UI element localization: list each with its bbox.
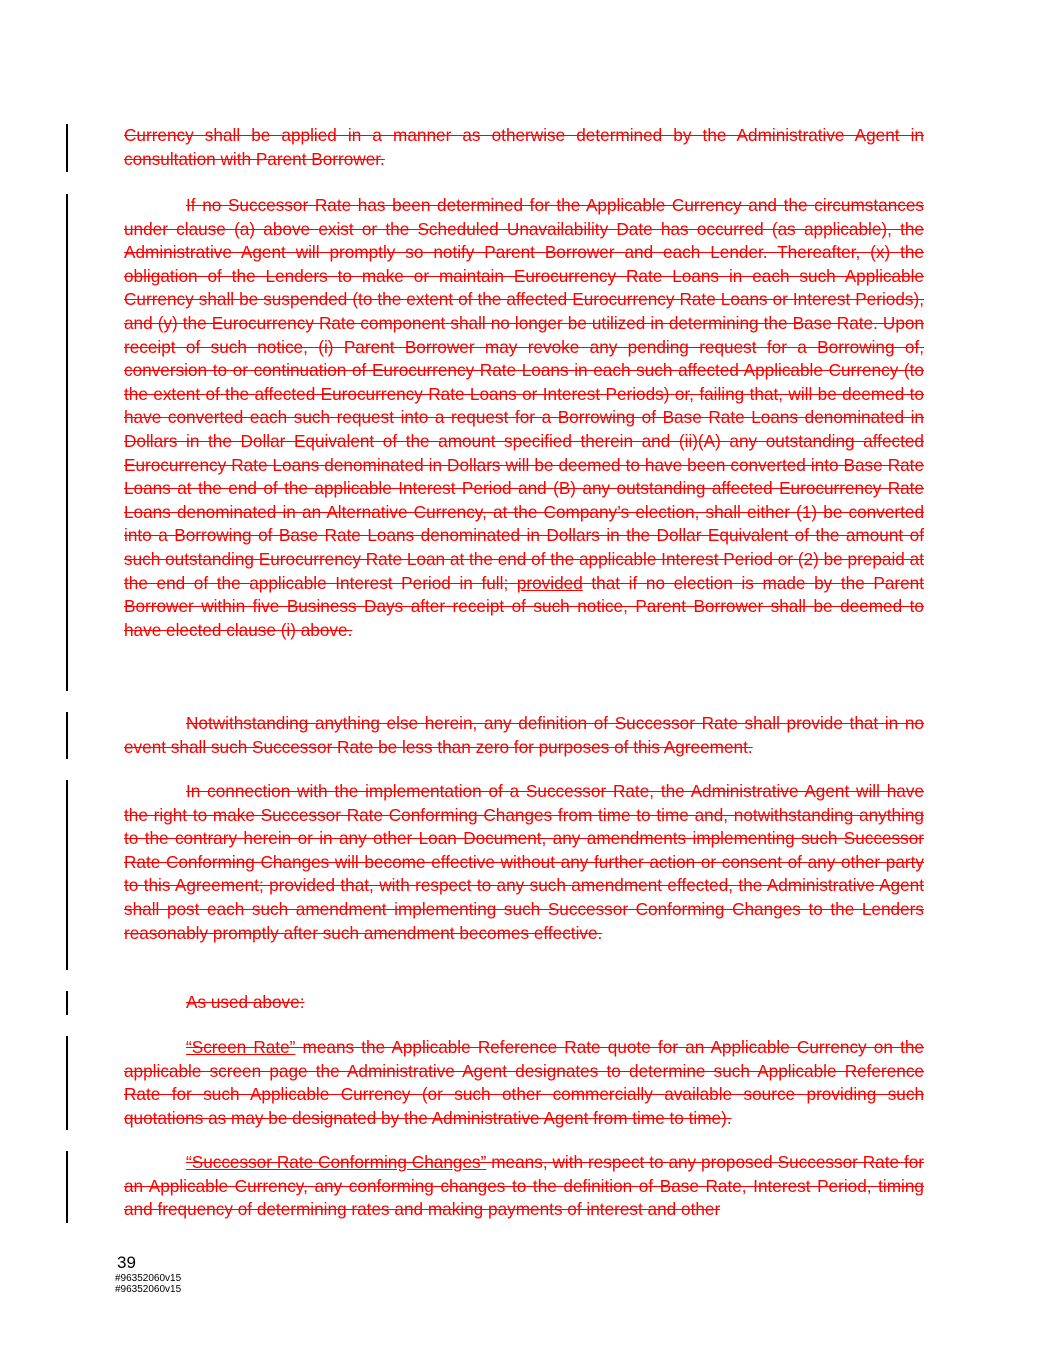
change-bar — [66, 1151, 68, 1223]
document-id: #96352060v15 — [115, 1284, 182, 1295]
paragraph-notwithstanding — [124, 712, 924, 759]
definition-successor-rate-conforming-changes — [124, 1151, 924, 1222]
paragraph-text: In connection with the implementation of a Successor Rate, the Administrative Agent will have the right to make Successor Rate Conforming Changes from time to time and, notwithstanding anything to the contrary herein or in any other Loan Document, any amendments implementing such Successor Rate Conforming Changes will become effective without any further action or consent of any other party to this Agreement; provided that, with respect to any such amendment effected, the Administrative Agent shall post each such amendment implementing such Successor Conforming Changes to the Lenders reasonably promptly after such amendment becomes effective. — [124, 781, 924, 943]
paragraph-text: As used above: — [186, 992, 305, 1012]
paragraph-text: Notwithstanding anything else herein, any definition of Successor Rate shall provide that in no event shall such Successor Rate be less than zero for purposes of this Agreement. — [124, 713, 924, 757]
paragraph-no-successor-rate — [124, 194, 924, 642]
page-number: 39 — [117, 1253, 136, 1272]
page-footer — [115, 1253, 181, 1295]
paragraph-as-used-above — [124, 991, 924, 1015]
provided-term: provided — [516, 572, 583, 593]
paragraph-text: If no Successor Rate has been determined for the Applicable Currency and the circumstances under clause (a) above exist or the Scheduled Unavailability Date has occurred (as applicable), the Administrative Agent will promptly so notify Parent Borrower and each Lender. Thereafter, (x) the obligation of the Lenders to make or maintain Eurocurrency Rate Loans in each such Applicable Currency shall be suspended (to the extent of the affected Eurocurrency Rate Loans or Interest Periods), and (y) the Eurocurrency Rate component shall no longer be utilized in determining the Base Rate. Upon receipt of such notice, (i) Parent Borrower may revoke any pending request for a Borrowing of, conversion to or continuation of Eurocurrency Rate Loans in each such affected Applicable Currency (to the extent of the affected Eurocurrency Rate Loans or Interest Periods) or, failing that, will be deemed to have converted each such request into a request for a Borrowing of Base Rate Loans denominated in Dollars in the Dollar Equivalent of the amount specified therein and (ii)(A) any outstanding affected Eurocurrency Rate Loans denominated in Dollars will be deemed to have been converted into Base Rate Loans at the end of the applicable Interest Period and (B) any outstanding affected Eurocurrency Rate Loans denominated in an Alternative Currency, at the Company’s election, shall either (1) be converted into a Borrowing of Base Rate Loans denominated in Dollars in the Dollar Equivalent of the amount of such outstanding Eurocurrency Rate Loan at the end of the applicable Interest Period or (2) be prepaid at the end of the applicable Interest Period in full; — [124, 195, 924, 593]
change-bar — [66, 1036, 68, 1130]
paragraph-text: Currency shall be applied in a manner as otherwise determined by the Administrative Agent in consultation with Parent Borrower. — [124, 125, 924, 169]
paragraph-text: that if no election is made by the Parent Borrower within five Business Days after receipt of such notice, Parent Borrower shall be deemed to have elected clause (i) above. — [124, 572, 925, 640]
change-bar — [66, 194, 68, 691]
paragraph-implementation — [124, 780, 924, 945]
change-bar — [66, 991, 68, 1015]
definition-screen-rate — [124, 1036, 924, 1130]
change-bar — [66, 712, 68, 759]
definition-text: means, with respect to any proposed Successor Rate for an Applicable Currency, any conforming changes to the definition of Base Rate, Interest Period, timing and frequency of determining rates and making payments of interest and other — [124, 1152, 925, 1220]
change-bar — [66, 780, 68, 970]
defined-term: “Screen Rate” — [186, 1037, 296, 1057]
definition-text: means the Applicable Reference Rate quote for an Applicable Currency on the applicable screen page the Administrative Agent designates to determine such Applicable Reference Rate for such Applicable Currency (or such other commercially available source providing such quotations as may be designated by the Administrative Agent from time to time). — [124, 1037, 924, 1128]
change-bar — [66, 124, 68, 172]
defined-term: “Successor Rate Conforming Changes” — [186, 1152, 487, 1172]
paragraph-continuation — [124, 124, 924, 171]
document-id: #96352060v15 — [115, 1273, 182, 1284]
